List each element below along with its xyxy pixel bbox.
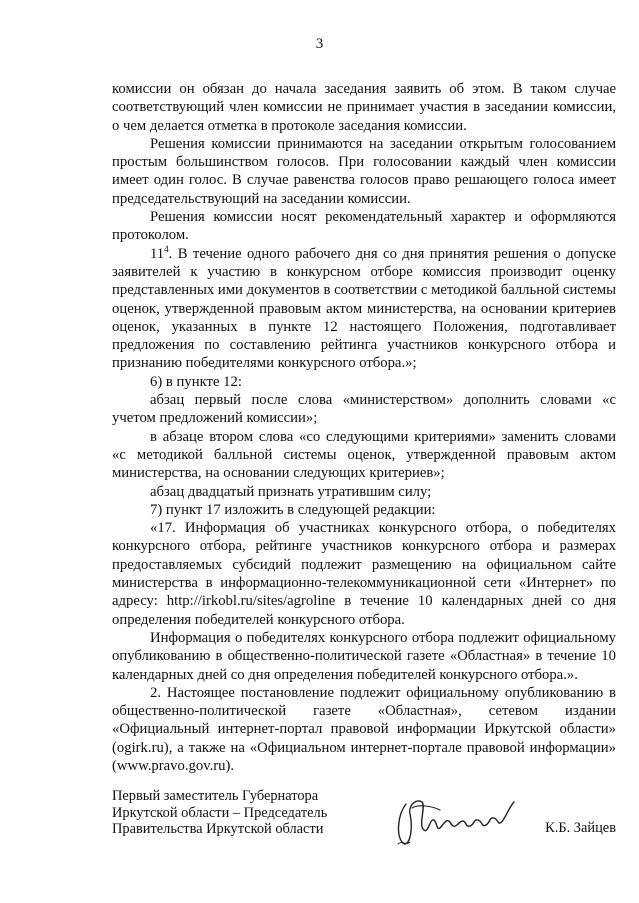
paragraph-11-4 [112, 245, 616, 373]
paragraph: абзац первый после слова «министерством» дополнить словами «с учетом предложений комиссии»; [112, 392, 616, 427]
paragraph: абзац двадцатый признать утратившим силу; [150, 483, 432, 500]
signer-title-line: Правительства Иркутской области [112, 821, 324, 837]
signer-title [112, 788, 362, 838]
signature-block [112, 788, 616, 858]
paragraph: Решения комиссии носят рекомендательный характер и оформляются протоколом. [112, 209, 616, 244]
signer-name: К.Б. Зайцев [545, 820, 616, 836]
signer-title-line: Первый заместитель Губернатора [112, 788, 319, 804]
clause-number: 11 [150, 245, 165, 262]
paragraph: 2. Настоящее постановление подлежит официальному опубликованию в общественно-политической газете «Областная», сетевом издании «Официальный интернет-портал правовой информации Иркутской области» (ogirk.ru), а также на «Официальном интернет-портале правовой информации» (www.pravo.gov.ru). [112, 684, 616, 774]
signer-title-line: Иркутской области – Председатель [112, 804, 328, 821]
clause-superscript: 4 [164, 243, 169, 254]
document-body [112, 80, 616, 775]
paragraph: Решения комиссии принимаются на заседании открытым голосованием простым большинством голосов. При голосовании каждый член комиссии имеет один голос. В случае равенства голосов право решающего голоса имеет председательствующий на заседании комиссии. [112, 135, 616, 207]
page-number: 3 [315, 36, 324, 52]
paragraph: комиссии он обязан до начала заседания заявить об этом. В таком случае соответствующий член комиссии не принимает участия в заседании комиссии, о чем делается отметка в протоколе заседания комиссии. [112, 81, 616, 134]
paragraph: «17. Информация об участниках конкурсного отбора, о победителях конкурсного отбора, рейтинге участников конкурсного отбора и размерах предоставляемых субсидий подлежит размещению на официальном сайте министерства в информационно-телекоммуникационной сети «Интернет» по адресу: http://irkobl.ru/sites/agroline в течение 10 календарных дней со дня определения победителей конкурсного отбора. [112, 520, 616, 628]
paragraph: 6) в пункте 12: [150, 373, 242, 390]
paragraph: 7) пункт 17 изложить в следующей редакции: [150, 501, 436, 518]
paragraph: Информация о победителях конкурсного отбора подлежит официальному опубликованию в общественно-политической газете «Областная» в течение 10 календарных дней со дня определения победителей конкурсного отбора.». [112, 629, 616, 683]
clause-text: . В течение одного рабочего дня со дня принятия решения о допуске заявителей к участию в конкурсном отборе комиссия производит оценку представленных ими документов в соответствии с методикой балльной системы оценок, утвержденной правовым актом министерства, на основании критериев оценок, указанных в пункте 12 настоящего Положения, подготавливает предложения по составлению рейтинга участников конкурсного отбора и признанию победителями конкурсного отбора.»; [112, 245, 616, 372]
handwritten-signature [388, 784, 548, 856]
paragraph: в абзаце втором слова «со следующими критериями» заменить словами «с методикой балльной системы оценок, утвержденной правовым актом министерства, на основании следующих критериев»; [112, 428, 616, 482]
